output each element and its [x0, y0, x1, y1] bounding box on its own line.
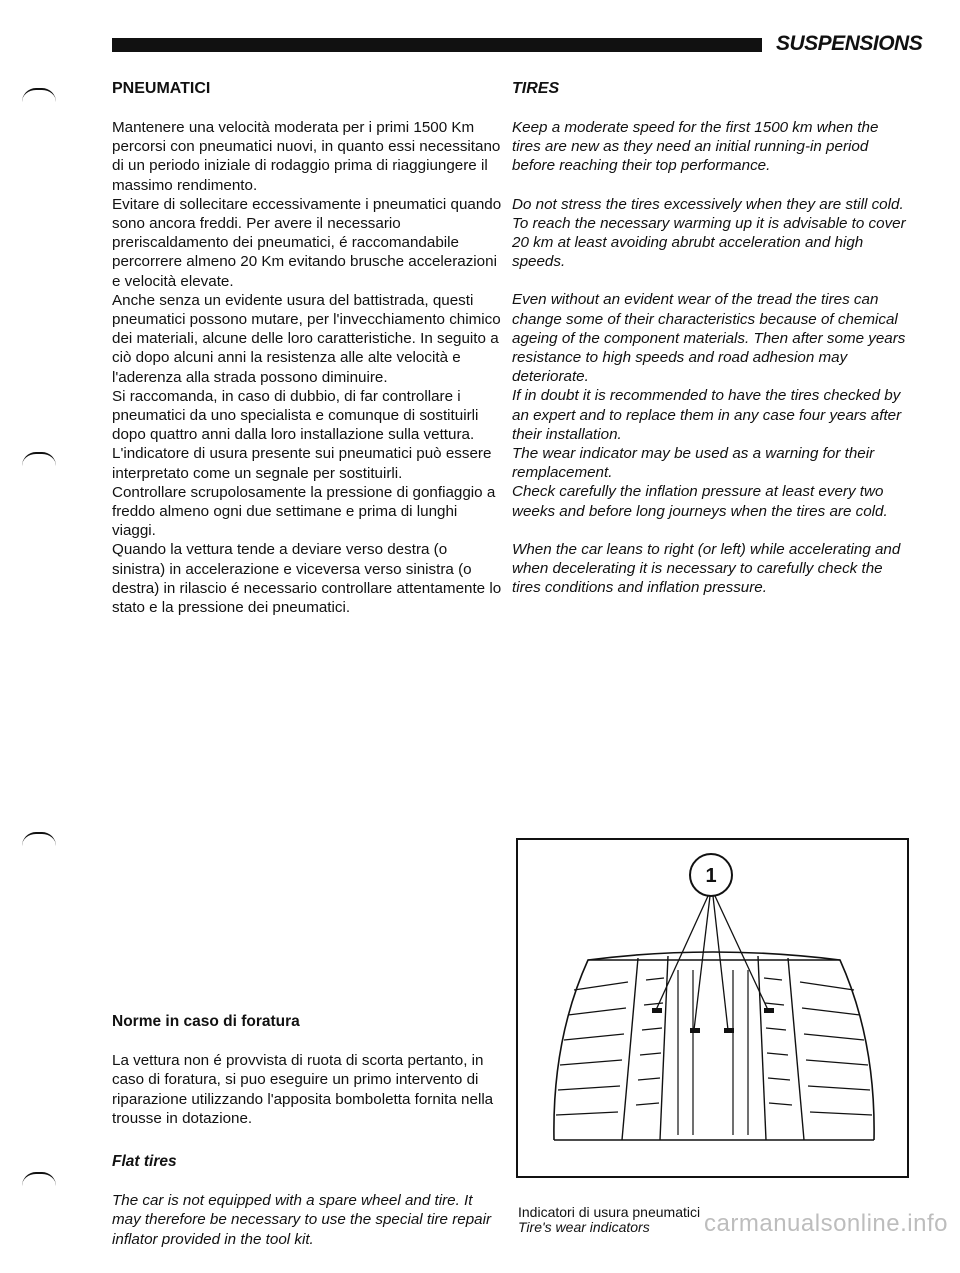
header-bar — [112, 38, 762, 52]
italian-column — [112, 118, 504, 617]
flat-tire-section — [112, 1012, 504, 1273]
heading-english: TIRES — [512, 80, 560, 97]
paragraph: Even without an evident wear of the tread the tires can change some of their characteristics because of chemical ageing of the component materials. Then after some years resistance to high speeds and road adhesion may deteriorate. — [512, 291, 906, 386]
caption-english: Tire's wear indicators — [518, 1219, 650, 1235]
caption-italian: Indicatori di usura pneumatici — [518, 1204, 701, 1220]
tire-wear-figure — [516, 838, 909, 1178]
english-column — [512, 118, 908, 597]
paragraph: Keep a moderate speed for the first 1500 km when the tires are new as they need an initial running-in period before reaching their top performance. — [512, 119, 879, 175]
tread-grooves — [622, 956, 804, 1140]
watermark: carmanualsonline.info — [704, 1210, 948, 1237]
paragraph: Quando la vettura tende a deviare verso destra (o sinistra) in accelerazione e viceversa verso sinistra (o destra) in rilascio é necessario controllare attentamente lo stato e la pressione dei pneumatici. — [112, 541, 502, 617]
heading-italian: PNEUMATICI — [112, 80, 211, 97]
figure-caption — [518, 1205, 700, 1235]
tire-tread-illustration — [518, 840, 907, 1176]
paragraph: Evitare di sollecitare eccessivamente i pneumatici quando sono ancora freddi. Per avere il necessario preriscaldamento dei pneumatici, é raccomandabile percorrere almeno 20 Km evitando brusche accelerazioni e velocità elevate. — [112, 195, 502, 290]
paragraph: L'indicatore di usura presente sui pneumatici può essere interpretato come un segnale per sostituirli. — [112, 445, 492, 482]
section-title: SUSPENSIONS — [776, 32, 923, 55]
tread-blocks — [556, 970, 872, 1135]
margin-mark — [22, 88, 56, 102]
paragraph: Anche senza un evidente usura del battistrada, questi pneumatici possono mutare, per l'invecchiamento chimico dei materiali, alcune delle loro caratteristiche. In seguito a ciò dopo alcuni anni la resistenza alle alte velocità e l'aderenza alla strada possono diminuire. — [112, 291, 501, 386]
paragraph: If in doubt it is recommended to have the tires checked by an expert and to replace them in any case four years after their installation. — [512, 387, 902, 443]
callout-number: 1 — [705, 865, 717, 887]
paragraph: Si raccomanda, in caso di dubbio, di far controllare i pneumatici da uno specialista e comunque di sostituirli dopo quattro anni dalla loro installazione sulla vettura. — [112, 387, 479, 444]
wear-indicators — [652, 1008, 774, 1033]
tread-outline — [554, 952, 874, 1140]
flat-heading-english: Flat tires — [112, 1153, 177, 1171]
paragraph: Do not stress the tires excessively when they are still cold. To reach the necessary warming up it is advisable to cover 20 km at least avoiding abrubt acceleration and high speeds. — [512, 195, 906, 271]
paragraph: When the car leans to right (or left) while accelerating and when decelerating it is necessary to carefully check the tires conditions and inflation pressure. — [512, 540, 901, 597]
flat-text-english: The car is not equipped with a spare wheel and tire. It may therefore be necessary to use the special tire repair inflator provided in the tool kit. — [112, 1192, 492, 1248]
margin-mark — [22, 832, 56, 846]
margin-mark — [22, 1172, 56, 1186]
flat-text-italian: La vettura non é provvista di ruota di scorta pertanto, in caso di foratura, si puo eseguire un primo intervento di riparazione utilizzando l'apposita bomboletta fornita nella trousse in dotazione. — [112, 1052, 494, 1127]
paragraph: Controllare scrupolosamente la pressione di gonfiaggio a freddo almeno ogni due settimane e prima di lunghi viaggi. — [112, 483, 496, 540]
leader-lines — [656, 896, 768, 1030]
paragraph: The wear indicator may be used as a warning for their remplacement. — [512, 445, 875, 482]
margin-mark — [22, 452, 56, 466]
paragraph: Check carefully the inflation pressure at least every two weeks and before long journeys when the tires are cold. — [512, 483, 888, 520]
flat-heading-italian: Norme in caso di foratura — [112, 1013, 300, 1030]
paragraph: Mantenere una velocità moderata per i primi 1500 Km percorsi con pneumatici nuovi, in quanto essi necessitano di un periodo iniziale di rodaggio prima di riaggiungere il massimo rendimento. — [112, 119, 501, 194]
